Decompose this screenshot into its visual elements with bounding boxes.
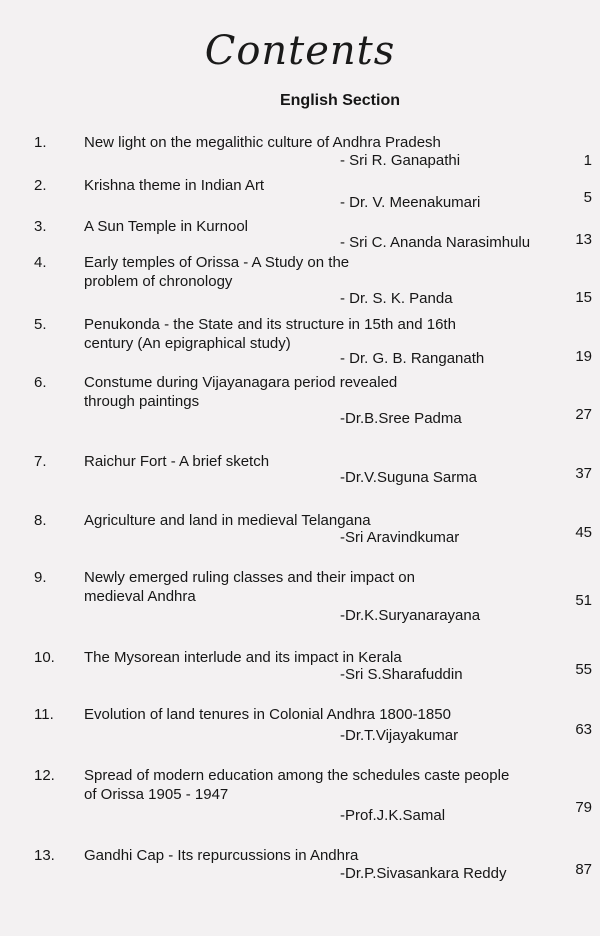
entry-number: 8. [34,512,47,529]
entry-number: 2. [34,177,47,194]
entry-page: 5 [583,189,592,206]
entry-number: 13. [34,847,55,864]
entry-author: - Dr. S. K. Panda [340,290,453,307]
entry-title: Evolution of land tenures in Colonial Andhra 1800-1850 [84,706,451,723]
entry-title: The Mysorean interlude and its impact in Kerala [84,649,402,666]
entry-title: Raichur Fort - A brief sketch [84,453,270,470]
entry-page: 37 [575,465,592,482]
entry-author: - Sri C. Ananda Narasimhulu [340,234,531,251]
entry-page: 15 [575,289,592,306]
entry-title: Agriculture and land in medieval Telangana [84,512,371,529]
entry-author: - Sri R. Ganapathi [340,152,461,169]
entry-title: A Sun Temple in Kurnool [84,218,248,235]
section-heading: English Section [279,92,400,109]
entry-author: -Sri Aravindkumar [340,529,460,546]
entry-title: Newly emerged ruling classes and their impact on medieval Andhra [84,569,415,605]
entry-author: -Dr.T.Vijayakumar [340,727,459,744]
entry-title: Gandhi Cap - Its repurcussions in Andhra [84,847,359,864]
entry-title: New light on the megalithic culture of Andhra Pradesh [84,134,441,151]
entry-author: -Dr.K.Suryanarayana [340,607,481,624]
entry-page: 13 [575,231,592,248]
entry-title: Spread of modern education among the schedules caste people of Orissa 1905 - 1947 [84,767,510,803]
entry-page: 63 [575,721,592,738]
entry-page: 79 [575,799,592,816]
entry-title: Penukonda - the State and its structure in 15th and 16th century (An epigraphical study) [84,316,456,352]
entry-page: 55 [575,661,592,678]
entry-number: 7. [34,453,47,470]
entry-author: - Dr. G. B. Ranganath [340,350,485,367]
entry-number: 5. [34,316,47,333]
entry-page: 45 [575,524,592,541]
entry-page: 1 [583,152,592,169]
entry-page: 19 [575,348,592,365]
entry-author: -Sri S.Sharafuddin [340,666,463,683]
entry-number: 9. [34,569,47,586]
entry-page: 87 [575,861,592,878]
entry-number: 6. [34,374,47,391]
entry-page: 27 [575,406,592,423]
entry-author: -Dr.P.Sivasankara Reddy [340,865,507,882]
entry-author: -Dr.V.Suguna Sarma [340,469,478,486]
entry-number: 10. [34,649,55,666]
entry-title: Constume during Vijayanagara period revealed through paintings [84,374,398,410]
entry-author: -Dr.B.Sree Padma [340,410,462,427]
entry-number: 11. [34,706,54,723]
entry-number: 12. [34,767,55,784]
entry-title: Early temples of Orissa - A Study on the problem of chronology [84,254,350,290]
page-title: Contents [204,28,396,74]
entry-page: 51 [575,592,592,609]
entry-number: 1. [34,134,47,151]
entry-author: - Dr. V. Meenakumari [340,194,481,211]
entry-author: -Prof.J.K.Samal [340,807,446,824]
entry-number: 3. [34,218,47,235]
entry-number: 4. [34,254,47,271]
entry-title: Krishna theme in Indian Art [84,177,265,194]
